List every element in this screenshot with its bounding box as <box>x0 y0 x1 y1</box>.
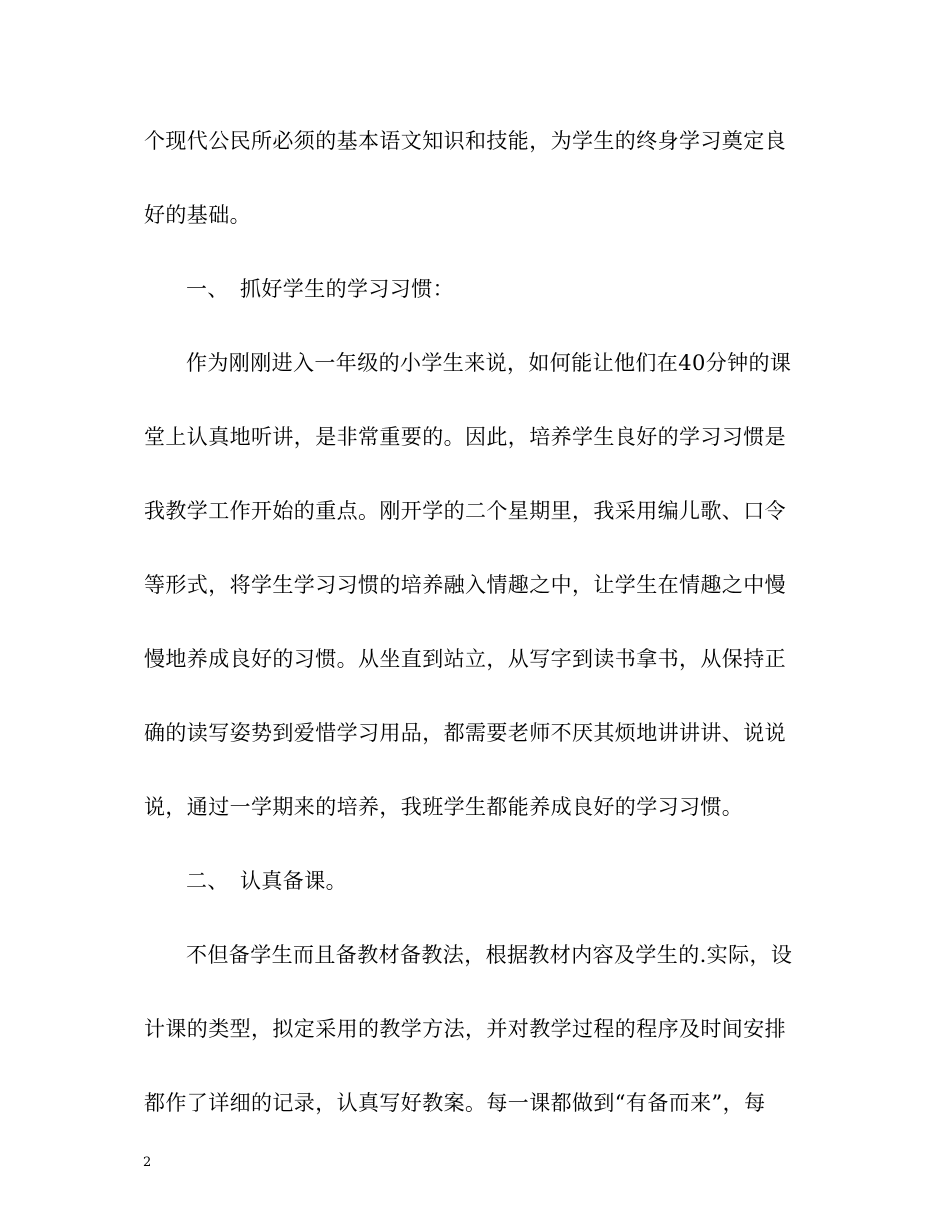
heading-text: 抓好学生的学习习惯： <box>240 277 454 301</box>
body-line: 确的读写姿势到爱惜学习用品，都需要老师不厌其烦地讲讲讲、说说 <box>144 721 786 745</box>
body-line: 慢地养成良好的习惯。从坐直到站立，从写字到读书拿书，从保持正 <box>144 647 786 671</box>
body-line: 不但备学生而且备教材备教法，根据教材内容及学生的.实际，设 <box>186 943 793 967</box>
body-line: 等形式，将学生学习习惯的培养融入情趣之中，让学生在情趣之中慢 <box>144 573 786 597</box>
body-line: 我教学工作开始的重点。刚开学的二个星期里，我采用编儿歌、口令 <box>144 499 786 523</box>
body-line: 作为刚刚进入一年级的小学生来说，如何能让他们在40分钟的课 <box>186 351 792 375</box>
body-line: 说，通过一学期来的培养，我班学生都能养成良好的学习习惯。 <box>144 795 744 819</box>
page-number: 2 <box>143 1155 152 1170</box>
body-line: 都作了详细的记录，认真写好教案。每一课都做到“有备而来”，每 <box>144 1091 766 1115</box>
body-line: 计课的类型，拟定采用的教学方法，并对教学过程的程序及时间安排 <box>144 1017 786 1041</box>
section-heading-2 <box>186 867 814 895</box>
body-line: 个现代公民所必须的基本语文知识和技能，为学生的终身学习奠定良 <box>144 129 786 153</box>
heading-text: 认真备课。 <box>240 869 347 893</box>
section-heading-1 <box>186 275 814 303</box>
body-line: 好的基础。 <box>144 203 251 227</box>
heading-number: 二、 <box>186 869 229 893</box>
body-line: 堂上认真地听讲，是非常重要的。因此，培养学生良好的学习习惯是 <box>144 425 786 449</box>
heading-number: 一、 <box>186 277 229 301</box>
